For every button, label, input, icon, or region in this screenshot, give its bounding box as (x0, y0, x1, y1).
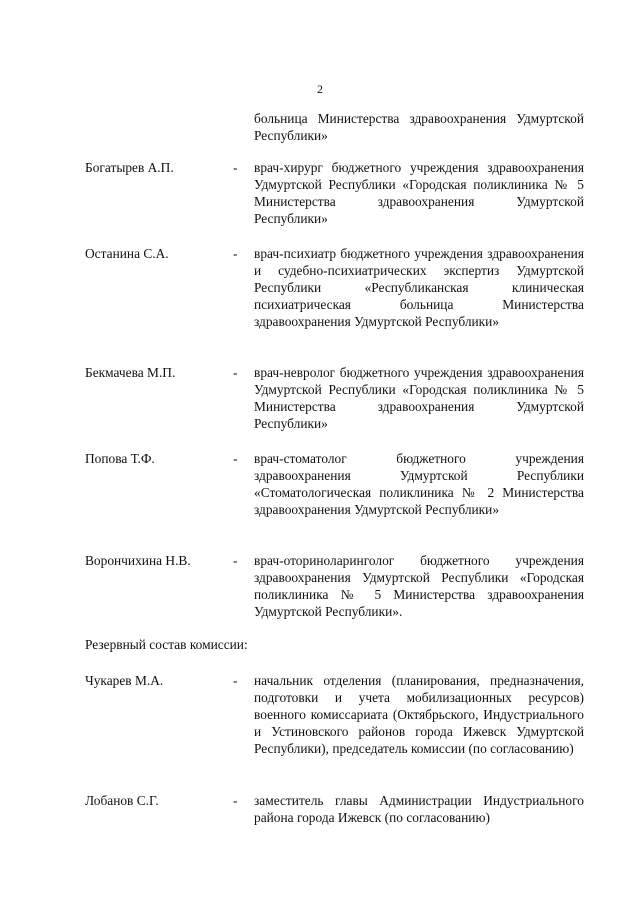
member-name: Останина С.А. (85, 246, 169, 261)
member-role: врач-психиатр бюджетного учреждения здравоохранения и судебно-психиатрических экспертиз Удмуртской Республики «Республиканская клиническая психиатрическая больница Министерства здравоохранения Удмуртской Республики» (254, 246, 584, 330)
member-dash: - (233, 553, 238, 568)
member-role: врач-хирург бюджетного учреждения здравоохранения Удмуртской Республики «Городская поликлиника № 5 Министерства здравоохранения Удмуртской Республики» (254, 160, 584, 227)
reserve-dash: - (233, 793, 238, 808)
member-dash: - (233, 246, 238, 261)
member-role: врач-оториноларинголог бюджетного учреждения здравоохранения Удмуртской Республики «Городская поликлиника № 5 Министерства здравоохранения Удмуртской Республики». (254, 553, 584, 620)
member-dash: - (233, 160, 238, 175)
reserve-dash: - (233, 673, 238, 688)
member-name: Бекмачева М.П. (85, 365, 176, 380)
page-number: 2 (317, 82, 323, 96)
member-role: врач-невролог бюджетного учреждения здравоохранения Удмуртской Республики «Городская поликлиника № 5 Министерства здравоохранения Удмуртской Республики» (254, 365, 584, 432)
continuation-text: больница Министерства здравоохранения Удмуртской Республики» (254, 111, 584, 144)
member-dash: - (233, 451, 238, 466)
member-role: врач-стоматолог бюджетного учреждения здравоохранения Удмуртской Республики «Стоматологическая поликлиника № 2 Министерства здравоохранения Удмуртской Республики» (254, 451, 584, 518)
reserve-name: Чукарев М.А. (85, 673, 164, 688)
member-name: Ворончихина Н.В. (85, 553, 191, 568)
reserve-title: Резервный состав комиссии: (85, 637, 248, 652)
member-name: Богатырев А.П. (85, 160, 174, 175)
member-name: Попова Т.Ф. (85, 451, 155, 466)
reserve-name: Лобанов С.Г. (85, 793, 159, 808)
reserve-role: заместитель главы Администрации Индустриального района города Ижевск (по согласованию) (254, 793, 584, 826)
member-dash: - (233, 365, 238, 380)
reserve-role: начальник отделения (планирования, предназначения, подготовки и учета мобилизационных ресурсов) военного комиссариата (Октябрьского, Индустриального и Устиновского районов города Ижевск Удмуртской Республики), председатель комиссии (по согласованию) (254, 673, 584, 757)
